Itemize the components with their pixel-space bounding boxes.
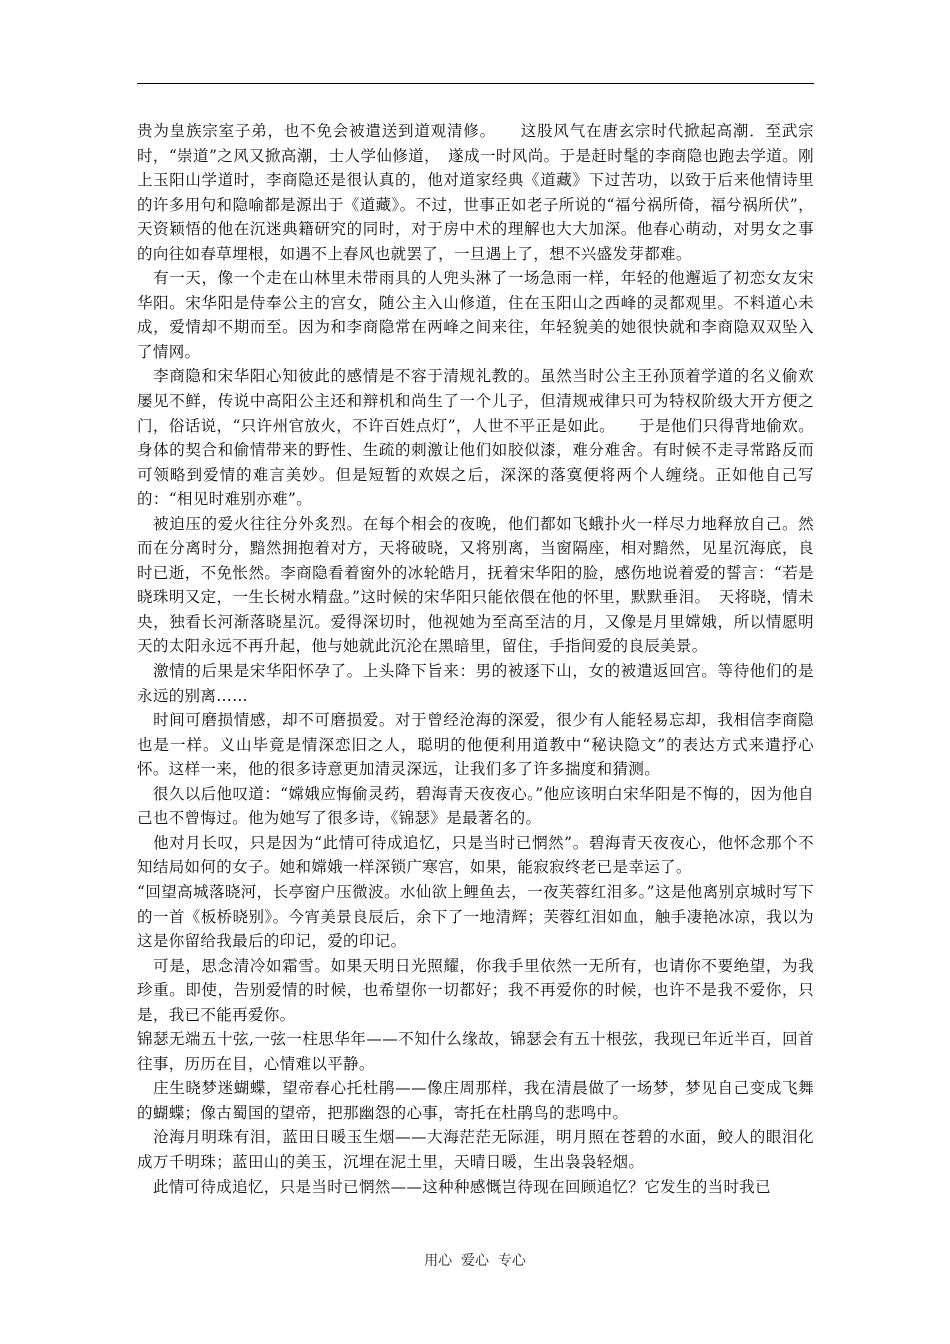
paragraph-7: 很久以后他叹道：“嫦娥应悔偷灵药，碧海青天夜夜心。”他应该明白宋华阳是不悔的，因为他自己也不曾悔过。他为她写了很多诗，《锦瑟》是最著名的。 xyxy=(137,784,814,828)
paragraph-1: 贵为皇族宗室子弟，也不免会被遣送到道观清修。 这股风气在唐玄宗时代掀起高潮．至武宗时，“崇道”之风又掀高潮，士人学仙修道， 遂成一时风尚。于是赶时髦的李商隐也跑去学道。刚上玉阳山学道时，李商隐还是很认真的，他对道家经典《道藏》下过苦功，以致于后来他情诗里的许多用句和隐喻都是源出于《道藏》。不过，世事正如老子所说的“福兮祸所倚，福兮祸所伏”，天资颖悟的他在沉迷典籍研究的同时，对于房中术的理解也大大加深。他春心萌动，对男女之事的向往如春草埋根，如遇不上春风也就罢了，一旦遇上了，想不兴盛发芽都难。 xyxy=(137,122,814,263)
paragraph-6: 时间可磨损情感，却不可磨损爱。对于曾经沧海的深爱，很少有人能轻易忘却，我相信李商隐也是一样。义山毕竟是情深恋旧之人，聪明的他便利用道教中“秘诀隐文”的表达方式来遣抒心怀。这样一来，他的很多诗意更加清灵深远，让我们多了许多揣度和猜测。 xyxy=(137,711,814,779)
header-rule xyxy=(137,83,814,84)
document-body xyxy=(137,119,814,1199)
paragraph-13: 沧海月明珠有泪，蓝田日暖玉生烟——大海茫茫无际涯，明月照在苍碧的水面，鲛人的眼泪化成万千明珠；蓝田山的美玉，沉埋在泥土里，天晴日暖，生出袅袅轻烟。 xyxy=(137,1128,814,1171)
paragraph-2: 有一天，像一个走在山林里未带雨具的人兜头淋了一场急雨一样，年轻的他邂逅了初恋女友宋华阳。宋华阳是侍奉公主的宫女，随公主入山修道，住在玉阳山之西峰的灵都观里。不料道心未成，爱情却不期而至。因为和李商隐常在两峰之间来往，年轻貌美的她很快就和李商隐双双坠入了情网。 xyxy=(137,269,814,361)
paragraph-8: 他对月长叹，只是因为“此情可待成追忆，只是当时已惘然”。碧海青天夜夜心，他怀念那个不知结局如何的女子。她和嫦娥一样深锁广寒宫，如果，能寂寂终老已是幸运了。 xyxy=(137,833,814,877)
paragraph-9: “回望高城落晓河，长亭窗户压微波。水仙欲上鲤鱼去，一夜芙蓉红泪多。”这是他离别京城时写下的一首《板桥晓别》。今宵美景良辰后，余下了一地清辉；芙蓉红泪如血，触手凄艳冰凉，我以为这是你留给我最后的印记，爱的印记。 xyxy=(137,882,814,951)
paragraph-5: 激情的后果是宋华阳怀孕了。上头降下旨来：男的被逐下山，女的被遣返回宫。等待他们的是永远的别离…… xyxy=(137,662,814,705)
paragraph-14: 此情可待成追忆，只是当时已惘然——这种种感慨岂待现在回顾追忆？它发生的当时我已 xyxy=(137,1177,772,1196)
paragraph-10: 可是，思念清冷如霜雪。如果天明日光照耀，你我手里依然一无所有，也请你不要绝望，为我珍重。即使，告别爱情的时候，也希望你一切都好；我不再爱你的时候，也许不是我不爱你，只是，我已不能再爱你。 xyxy=(137,956,814,1024)
paragraph-3: 李商隐和宋华阳心知彼此的感情是不容于清规礼教的。虽然当时公主王孙顶着学道的名义偷欢屡见不鲜，传说中高阳公主还和辩机和尚生了一个儿子，但清规戒律只可为特权阶级大开方便之门，俗话说，“只许州官放火，不许百姓点灯”，人世不平正是如此。 于是他们只得背地偷欢。身体的契合和偷情带来的野性、生疏的刺激让他们如胶似漆，难分难舍。有时候不走寻常路反而可领略到爱情的难言美妙。但是短暂的欢娱之后，深深的落寞便将两个人缠绕。正如他自己写的：“相见时难别亦难”。 xyxy=(137,367,814,509)
page-footer: 用心 爱心 专心 xyxy=(424,1253,526,1269)
paragraph-4: 被迫压的爱火往往分外炙烈。在每个相会的夜晚，他们都如飞蛾扑火一样尽力地释放自己。然而在分离时分，黯然拥抱着对方，天将破晓，又将别离，当窗隔座，相对黯然，见星沉海底，良时已逝，不免怅然。李商隐看着窗外的冰轮皓月，抚着宋华阳的脸，感伤地说着爱的誓言：“若是晓珠明又定，一生长树水精盘。”这时候的宋华阳只能依偎在他的怀里，默默垂泪。 天将晓，情未央，独看长河渐落晓星沉。爱得深切时，他视她为至高至洁的月，又像是月里嫦娥，所以情愿明天的太阳永远不再升起，他与她就此沉沦在黑暗里，留住，手指间爱的良辰美景。 xyxy=(137,514,814,656)
paragraph-11: 锦瑟无端五十弦,一弦一柱思华年——不知什么缘故，锦瑟会有五十根弦，我现已年近半百，回首往事，历历在目，心情难以平静。 xyxy=(137,1030,814,1073)
paragraph-12: 庄生晓梦迷蝴蝶，望帝春心托杜鹃——像庄周那样，我在清晨做了一场梦，梦见自己变成飞舞的蝴蝶；像古蜀国的望帝，把那幽怨的心事，寄托在杜鹃鸟的悲鸣中。 xyxy=(137,1079,814,1122)
